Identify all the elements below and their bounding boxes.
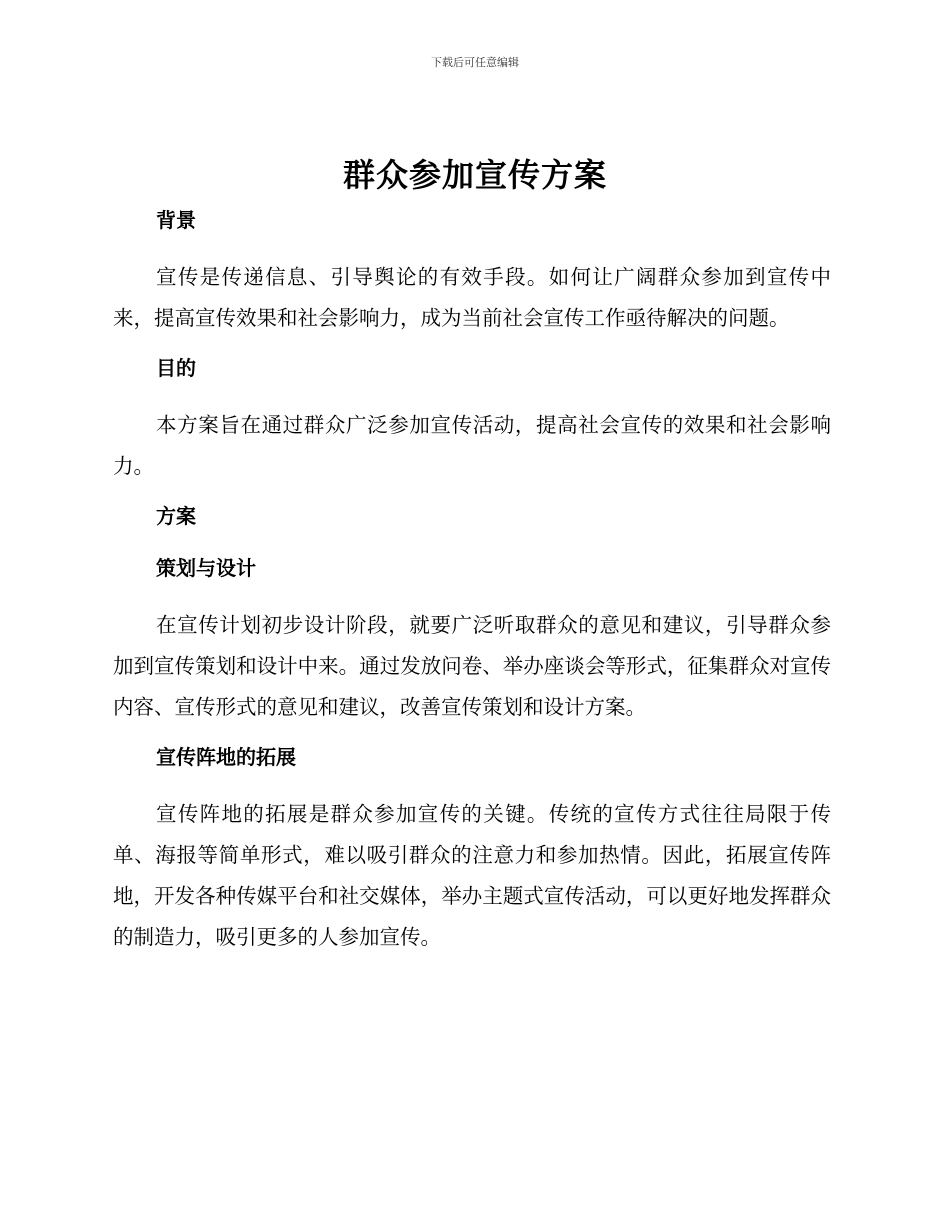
- document-title: 群众参加宣传方案: [342, 156, 607, 194]
- section-heading-background: 背景: [156, 208, 196, 232]
- section-heading-design: 策划与设计: [156, 556, 256, 580]
- document-body: [113, 205, 831, 958]
- page-header-note: 下载后可任意编辑: [431, 56, 519, 69]
- paragraph-background: 宣传是传递信息、引导舆论的有效手段。如何让广阔群众参加到宣传中来，提高宣传效果和社会影响力，成为当前社会宣传工作亟待解决的问题。: [113, 265, 831, 330]
- section-heading-expansion: 宣传阵地的拓展: [156, 745, 296, 769]
- section-heading-purpose: 目的: [156, 356, 196, 380]
- paragraph-design: 在宣传计划初步设计阶段，就要广泛听取群众的意见和建议，引导群众参加到宣传策划和设计中来。通过发放问卷、举办座谈会等形式，征集群众对宣传内容、宣传形式的意见和建议，改善宣传策划和设计方案。: [113, 613, 831, 719]
- paragraph-purpose: 本方案旨在通过群众广泛参加宣传活动，提高社会宣传的效果和社会影响力。: [113, 413, 831, 478]
- section-heading-plan: 方案: [156, 504, 196, 528]
- paragraph-expansion: 宣传阵地的拓展是群众参加宣传的关键。传统的宣传方式往往局限于传单、海报等简单形式，难以吸引群众的注意力和参加热情。因此，拓展宣传阵地，开发各种传媒平台和社交媒体，举办主题式宣传活动，可以更好地发挥群众的制造力，吸引更多的人参加宣传。: [113, 802, 831, 949]
